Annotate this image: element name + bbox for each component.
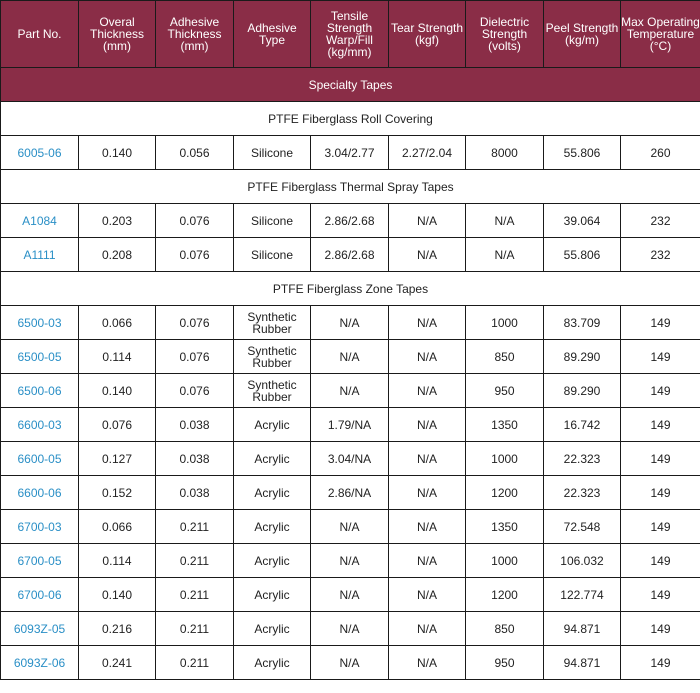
group-header-row bbox=[1, 102, 700, 136]
cell-max-temperature: 260 bbox=[621, 136, 700, 170]
cell-adhesive-type: Synthetic Rubber bbox=[234, 306, 311, 340]
cell-adhesive-type: Synthetic Rubber bbox=[234, 374, 311, 408]
cell-tear-strength: N/A bbox=[389, 306, 466, 340]
cell-overall-thickness: 0.140 bbox=[79, 136, 156, 170]
cell-adhesive-thickness: 0.038 bbox=[156, 408, 234, 442]
cell-max-temperature: 149 bbox=[621, 408, 700, 442]
cell-max-temperature: 149 bbox=[621, 578, 700, 612]
cell-tear-strength: N/A bbox=[389, 408, 466, 442]
part-number-link[interactable]: 6600-03 bbox=[1, 408, 79, 442]
table-row bbox=[1, 374, 700, 408]
part-number-link[interactable]: A1111 bbox=[1, 238, 79, 272]
cell-peel-strength: 72.548 bbox=[544, 510, 621, 544]
cell-overall-thickness: 0.114 bbox=[79, 340, 156, 374]
cell-adhesive-type: Silicone bbox=[234, 136, 311, 170]
cell-adhesive-thickness: 0.076 bbox=[156, 238, 234, 272]
table-row bbox=[1, 204, 700, 238]
cell-peel-strength: 122.774 bbox=[544, 578, 621, 612]
cell-overall-thickness: 0.152 bbox=[79, 476, 156, 510]
cell-max-temperature: 149 bbox=[621, 612, 700, 646]
cell-tear-strength: N/A bbox=[389, 510, 466, 544]
cell-tensile-strength: 2.86/2.68 bbox=[311, 204, 389, 238]
cell-tensile-strength: 2.86/2.68 bbox=[311, 238, 389, 272]
part-number-link[interactable]: 6600-06 bbox=[1, 476, 79, 510]
header-max-temperature: Max Operating Temperature (°C) bbox=[621, 1, 700, 68]
table-row bbox=[1, 136, 700, 170]
cell-peel-strength: 89.290 bbox=[544, 340, 621, 374]
cell-adhesive-type: Acrylic bbox=[234, 544, 311, 578]
header-dielectric-strength: Dielectric Strength (volts) bbox=[466, 1, 544, 68]
cell-overall-thickness: 0.208 bbox=[79, 238, 156, 272]
cell-adhesive-thickness: 0.211 bbox=[156, 578, 234, 612]
part-number-link[interactable]: 6500-03 bbox=[1, 306, 79, 340]
cell-tensile-strength: N/A bbox=[311, 646, 389, 680]
cell-tear-strength: N/A bbox=[389, 442, 466, 476]
cell-tear-strength: N/A bbox=[389, 646, 466, 680]
header-overall-thickness: Overal Thickness (mm) bbox=[79, 1, 156, 68]
cell-dielectric-strength: N/A bbox=[466, 238, 544, 272]
cell-max-temperature: 149 bbox=[621, 646, 700, 680]
group-header-row bbox=[1, 170, 700, 204]
group-title: PTFE Fiberglass Roll Covering bbox=[1, 102, 700, 136]
cell-dielectric-strength: 8000 bbox=[466, 136, 544, 170]
group-title: PTFE Fiberglass Thermal Spray Tapes bbox=[1, 170, 700, 204]
table-row bbox=[1, 578, 700, 612]
cell-tear-strength: 2.27/2.04 bbox=[389, 136, 466, 170]
cell-adhesive-type: Acrylic bbox=[234, 612, 311, 646]
cell-max-temperature: 149 bbox=[621, 476, 700, 510]
table-row bbox=[1, 646, 700, 680]
cell-tensile-strength: N/A bbox=[311, 306, 389, 340]
cell-dielectric-strength: N/A bbox=[466, 204, 544, 238]
cell-dielectric-strength: 1000 bbox=[466, 306, 544, 340]
cell-overall-thickness: 0.114 bbox=[79, 544, 156, 578]
cell-dielectric-strength: 850 bbox=[466, 340, 544, 374]
cell-adhesive-thickness: 0.076 bbox=[156, 374, 234, 408]
cell-adhesive-thickness: 0.076 bbox=[156, 306, 234, 340]
cell-dielectric-strength: 950 bbox=[466, 646, 544, 680]
cell-peel-strength: 22.323 bbox=[544, 442, 621, 476]
cell-adhesive-type: Acrylic bbox=[234, 578, 311, 612]
cell-peel-strength: 94.871 bbox=[544, 612, 621, 646]
cell-adhesive-thickness: 0.038 bbox=[156, 442, 234, 476]
part-number-link[interactable]: 6700-03 bbox=[1, 510, 79, 544]
group-header-row bbox=[1, 272, 700, 306]
cell-tear-strength: N/A bbox=[389, 544, 466, 578]
cell-overall-thickness: 0.066 bbox=[79, 306, 156, 340]
header-tensile-strength: Tensile Strength Warp/Fill (kg/mm) bbox=[311, 1, 389, 68]
table-row bbox=[1, 544, 700, 578]
cell-adhesive-type: Acrylic bbox=[234, 476, 311, 510]
cell-tensile-strength: N/A bbox=[311, 510, 389, 544]
category-title: Specialty Tapes bbox=[1, 68, 700, 102]
cell-tensile-strength: N/A bbox=[311, 544, 389, 578]
cell-adhesive-type: Acrylic bbox=[234, 442, 311, 476]
cell-peel-strength: 106.032 bbox=[544, 544, 621, 578]
table-row bbox=[1, 442, 700, 476]
table-row bbox=[1, 340, 700, 374]
cell-adhesive-thickness: 0.076 bbox=[156, 340, 234, 374]
cell-max-temperature: 149 bbox=[621, 442, 700, 476]
cell-dielectric-strength: 1350 bbox=[466, 408, 544, 442]
part-number-link[interactable]: 6700-06 bbox=[1, 578, 79, 612]
cell-tensile-strength: N/A bbox=[311, 612, 389, 646]
cell-adhesive-thickness: 0.038 bbox=[156, 476, 234, 510]
table-header-row bbox=[1, 1, 700, 68]
part-number-link[interactable]: 6093Z-06 bbox=[1, 646, 79, 680]
table-row bbox=[1, 510, 700, 544]
part-number-link[interactable]: 6500-06 bbox=[1, 374, 79, 408]
group-title: PTFE Fiberglass Zone Tapes bbox=[1, 272, 700, 306]
cell-adhesive-thickness: 0.076 bbox=[156, 204, 234, 238]
cell-dielectric-strength: 1350 bbox=[466, 510, 544, 544]
cell-peel-strength: 89.290 bbox=[544, 374, 621, 408]
cell-tear-strength: N/A bbox=[389, 612, 466, 646]
category-row bbox=[1, 68, 700, 102]
cell-dielectric-strength: 1200 bbox=[466, 476, 544, 510]
cell-tensile-strength: N/A bbox=[311, 340, 389, 374]
cell-dielectric-strength: 1000 bbox=[466, 544, 544, 578]
cell-overall-thickness: 0.127 bbox=[79, 442, 156, 476]
cell-tensile-strength: 2.86/NA bbox=[311, 476, 389, 510]
cell-adhesive-thickness: 0.211 bbox=[156, 646, 234, 680]
part-number-link[interactable]: 6005-06 bbox=[1, 136, 79, 170]
cell-dielectric-strength: 950 bbox=[466, 374, 544, 408]
cell-overall-thickness: 0.216 bbox=[79, 612, 156, 646]
cell-peel-strength: 94.871 bbox=[544, 646, 621, 680]
cell-dielectric-strength: 850 bbox=[466, 612, 544, 646]
cell-peel-strength: 83.709 bbox=[544, 306, 621, 340]
table-row bbox=[1, 476, 700, 510]
header-adhesive-thickness: Adhesive Thickness (mm) bbox=[156, 1, 234, 68]
table-row bbox=[1, 408, 700, 442]
cell-dielectric-strength: 1200 bbox=[466, 578, 544, 612]
cell-overall-thickness: 0.140 bbox=[79, 374, 156, 408]
part-number-link[interactable]: 6700-05 bbox=[1, 544, 79, 578]
cell-max-temperature: 149 bbox=[621, 340, 700, 374]
cell-adhesive-type: Silicone bbox=[234, 238, 311, 272]
part-number-link[interactable]: A1084 bbox=[1, 204, 79, 238]
cell-max-temperature: 232 bbox=[621, 238, 700, 272]
cell-overall-thickness: 0.076 bbox=[79, 408, 156, 442]
cell-overall-thickness: 0.140 bbox=[79, 578, 156, 612]
cell-peel-strength: 55.806 bbox=[544, 136, 621, 170]
cell-adhesive-thickness: 0.211 bbox=[156, 612, 234, 646]
cell-tensile-strength: 3.04/NA bbox=[311, 442, 389, 476]
part-number-link[interactable]: 6600-05 bbox=[1, 442, 79, 476]
cell-adhesive-thickness: 0.056 bbox=[156, 136, 234, 170]
cell-dielectric-strength: 1000 bbox=[466, 442, 544, 476]
table-row bbox=[1, 612, 700, 646]
cell-adhesive-thickness: 0.211 bbox=[156, 510, 234, 544]
header-tear-strength: Tear Strength (kgf) bbox=[389, 1, 466, 68]
cell-tensile-strength: 3.04/2.77 bbox=[311, 136, 389, 170]
cell-overall-thickness: 0.241 bbox=[79, 646, 156, 680]
cell-tear-strength: N/A bbox=[389, 340, 466, 374]
cell-max-temperature: 149 bbox=[621, 510, 700, 544]
part-number-link[interactable]: 6500-05 bbox=[1, 340, 79, 374]
table-row bbox=[1, 238, 700, 272]
cell-tensile-strength: N/A bbox=[311, 578, 389, 612]
cell-adhesive-type: Synthetic Rubber bbox=[234, 340, 311, 374]
cell-max-temperature: 149 bbox=[621, 374, 700, 408]
cell-tear-strength: N/A bbox=[389, 204, 466, 238]
cell-adhesive-type: Acrylic bbox=[234, 408, 311, 442]
header-part-no: Part No. bbox=[1, 1, 79, 68]
cell-peel-strength: 22.323 bbox=[544, 476, 621, 510]
cell-tear-strength: N/A bbox=[389, 374, 466, 408]
cell-max-temperature: 232 bbox=[621, 204, 700, 238]
cell-peel-strength: 55.806 bbox=[544, 238, 621, 272]
table-row bbox=[1, 306, 700, 340]
cell-peel-strength: 39.064 bbox=[544, 204, 621, 238]
cell-overall-thickness: 0.066 bbox=[79, 510, 156, 544]
cell-tear-strength: N/A bbox=[389, 238, 466, 272]
cell-adhesive-type: Silicone bbox=[234, 204, 311, 238]
cell-tear-strength: N/A bbox=[389, 476, 466, 510]
header-peel-strength: Peel Strength (kg/m) bbox=[544, 1, 621, 68]
header-adhesive-type: Adhesive Type bbox=[234, 1, 311, 68]
cell-tensile-strength: 1.79/NA bbox=[311, 408, 389, 442]
part-number-link[interactable]: 6093Z-05 bbox=[1, 612, 79, 646]
cell-overall-thickness: 0.203 bbox=[79, 204, 156, 238]
cell-peel-strength: 16.742 bbox=[544, 408, 621, 442]
cell-tear-strength: N/A bbox=[389, 578, 466, 612]
cell-tensile-strength: N/A bbox=[311, 374, 389, 408]
cell-max-temperature: 149 bbox=[621, 306, 700, 340]
cell-adhesive-type: Acrylic bbox=[234, 510, 311, 544]
cell-max-temperature: 149 bbox=[621, 544, 700, 578]
cell-adhesive-type: Acrylic bbox=[234, 646, 311, 680]
cell-adhesive-thickness: 0.211 bbox=[156, 544, 234, 578]
